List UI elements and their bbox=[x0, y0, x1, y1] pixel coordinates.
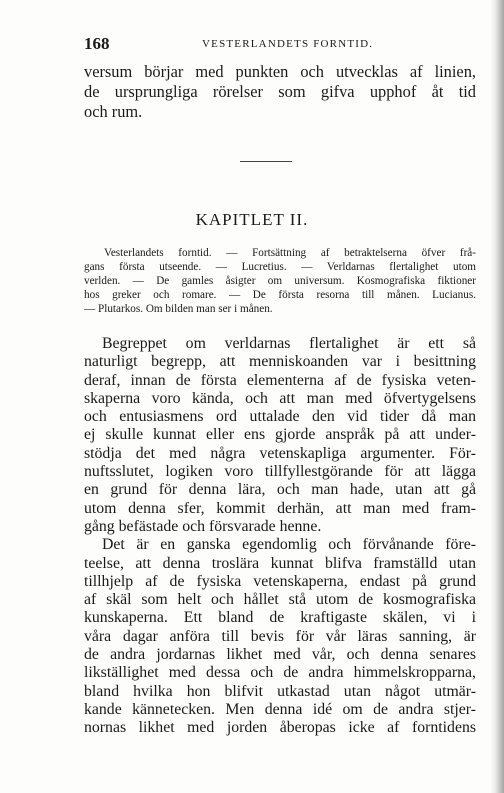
body-text bbox=[84, 335, 476, 738]
body-line: en grund för denna lära, och man hade, utan att gå bbox=[84, 481, 476, 499]
body-line: skaperna voro kända, och att man med öfvertygelsens bbox=[84, 389, 476, 407]
chapter-summary bbox=[84, 246, 476, 316]
body-line: naturligt begrepp, att menniskoanden var i besittning bbox=[84, 353, 476, 371]
chapter-title: KAPITLET II. bbox=[195, 210, 309, 229]
body-line: utom denna sfer, kommit derhän, att man med fram- bbox=[84, 499, 476, 517]
summary-line: Vesterlandets forntid. — Fortsättning af betraktelserna öfver frå- bbox=[104, 247, 476, 259]
body-line: Det är en ganska egendomlig och förvånande förе- bbox=[102, 536, 476, 554]
body-line: nuftsslutet, logiken voro tillfyllestgörande för att lägga bbox=[84, 463, 476, 481]
body-line: tillhjelp af de fysiska vetenskaperna, endast på grund bbox=[84, 572, 476, 590]
section-divider bbox=[240, 161, 292, 162]
page-number: 168 bbox=[84, 34, 110, 53]
text-line: versum börjar med punkten och utvecklas af linien, bbox=[84, 62, 476, 81]
body-line: likställighet med dessa och de andra himmelskropparna, bbox=[84, 664, 476, 682]
body-line: teelse, att denna troslära kunnat blifva framställd utan bbox=[84, 554, 476, 572]
body-line: nornas likhet med jorden åberopas icke af forntidens bbox=[84, 719, 476, 737]
body-line: Begreppet om verldarnas flertalighet är ett så bbox=[102, 335, 476, 352]
body-line: kande kännetecken. Men denna idé om de andra stjer- bbox=[84, 700, 476, 718]
text-line: de ursprungliga rörelser som gifva upphof åt tid bbox=[84, 82, 476, 101]
summary-line: verlden. — De gamles åsigter om universum. Kosmografiska fiktioner bbox=[84, 275, 476, 287]
opening-paragraph bbox=[84, 62, 476, 122]
body-line: gång befästade och försvarade henne. bbox=[84, 517, 322, 535]
body-line: och entusiasmens ord uttalade den vid tider då man bbox=[84, 408, 476, 426]
body-line: ej skulle kunnat eller ens gjorde anspråk på att under- bbox=[84, 426, 476, 444]
summary-line: gans första utseende. — Lucretius. — Verldarnas flertalighet utom bbox=[84, 261, 476, 273]
running-title: VESTERLANDETS FORNTID. bbox=[202, 38, 374, 50]
page-edge-shadow bbox=[490, 0, 504, 793]
body-line: af skäl som helt och hållet stå utom de kosmografiska bbox=[84, 591, 476, 609]
running-head bbox=[84, 34, 478, 54]
text-line: och rum. bbox=[84, 102, 143, 121]
body-line: våra dagar anföra till bevis för vår läras sanning, är bbox=[84, 627, 476, 645]
body-line: bland hvilka hon blifvit utkastad utan något utmär- bbox=[84, 682, 476, 700]
body-line: kunskaperna. Ett bland de kraftigaste skälen, vi i bbox=[84, 609, 476, 627]
body-line: stödja det med några vetenskapliga argumenter. För- bbox=[84, 444, 476, 462]
summary-line: hos greker och romare. — De första resorna till månen. Lucianus. bbox=[84, 289, 476, 301]
body-line: deraf, innan de första elementerna af de fysiska veten- bbox=[84, 371, 476, 389]
summary-line: — Plutarkos. Om bilden man ser i månen. bbox=[84, 303, 273, 315]
body-line: de andra jordarnas likhet med vår, och denna senares bbox=[84, 646, 476, 664]
